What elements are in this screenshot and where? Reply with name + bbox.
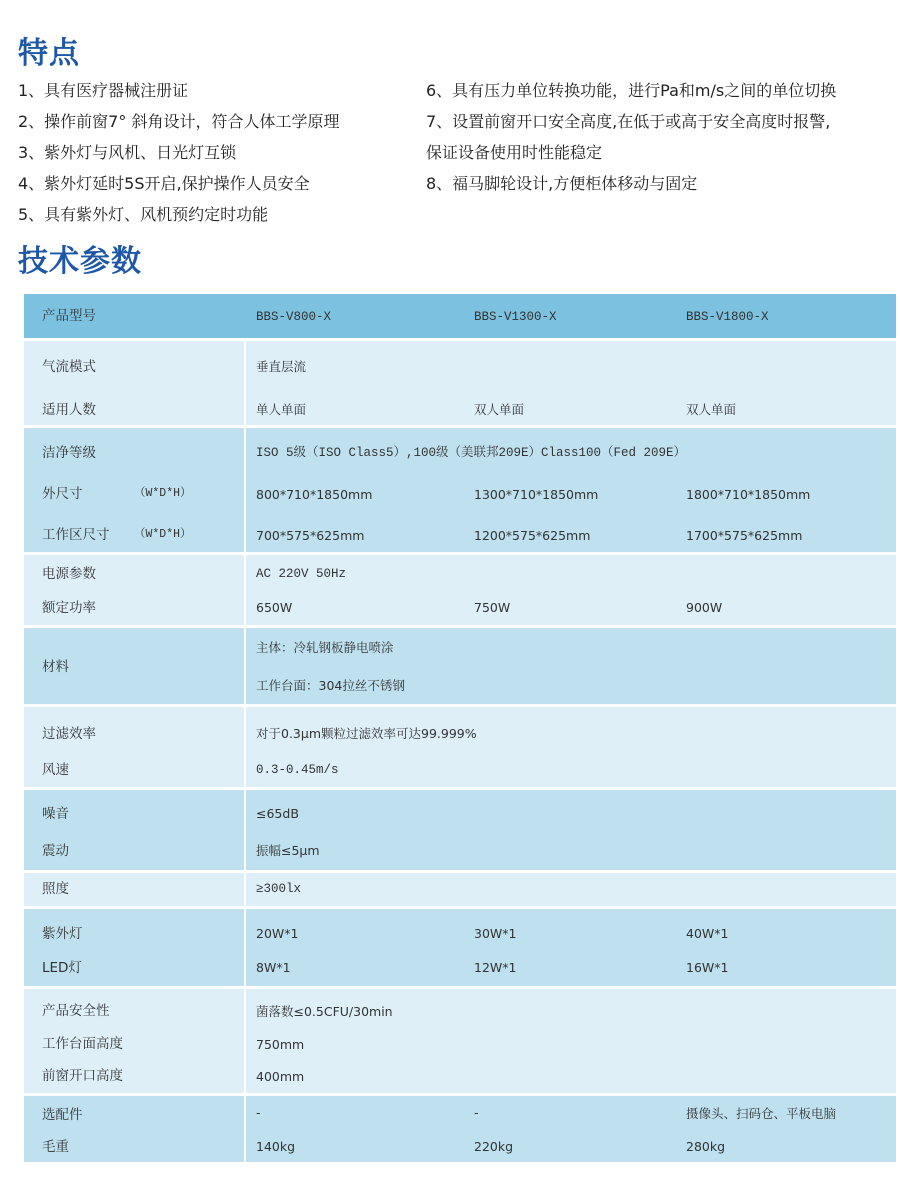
spec-table [24,294,896,1165]
uv-lamp-value-1: 20W*1 [256,926,299,941]
features-title: 特点 [18,36,80,71]
model-2: BBS-V1300-X [474,310,557,324]
noise-label: 噪音 [42,806,69,822]
work-size-value-2: 1200*575*625mm [474,528,591,543]
table-row [24,873,896,906]
table-row [24,1096,896,1162]
outer-size-value-3: 1800*710*1850mm [686,487,811,502]
model-1: BBS-V800-X [256,310,332,324]
outer-size-value-2: 1300*710*1850mm [474,487,599,502]
window-height-label: 前窗开口高度 [42,1068,123,1084]
accessories-value-1: - [256,1105,261,1120]
vibration-label: 震动 [42,843,69,859]
column-divider [244,628,246,704]
weight-label: 毛重 [42,1139,69,1155]
table-row [24,555,896,625]
material-line-1: 主体：冷轧钢板静电喷涂 [256,640,394,655]
feature-item: 1、具有医疗器械注册证 [18,81,189,100]
led-lamp-label: LED灯 [42,960,82,976]
outer-size-label: 外尺寸 [42,486,83,502]
accessories-value-2: - [474,1105,479,1120]
table-row [24,428,896,552]
airflow-label: 气流模式 [42,359,96,375]
led-lamp-value-3: 16W*1 [686,960,729,975]
window-height-value: 400mm [256,1069,305,1084]
column-divider [244,790,246,870]
cleanliness-label: 洁净等级 [42,445,96,461]
table-header-row [24,294,896,338]
work-size-label: 工作区尺寸 [42,527,110,543]
illuminance-label: 照度 [42,881,69,897]
power-supply-label: 电源参数 [42,566,96,582]
uv-lamp-label: 紫外灯 [42,926,83,942]
uv-lamp-value-3: 40W*1 [686,926,729,941]
outer-size-unit: （W*D*H） [134,487,192,500]
filter-value: 对于0.3μm颗粒过滤效率可达99.999% [256,726,477,741]
users-value-2: 双人单面 [474,402,525,417]
table-height-label: 工作台面高度 [42,1036,123,1052]
weight-value-3: 280kg [686,1139,726,1154]
noise-value: ≤65dB [256,806,299,821]
safety-label: 产品安全性 [42,1003,110,1019]
illuminance-value: ≥300lx [256,882,302,896]
table-row [24,707,896,787]
model-3: BBS-V1800-X [686,310,769,324]
rated-power-value-2: 750W [474,600,511,615]
column-divider [244,555,246,625]
column-divider [244,341,246,425]
airflow-value: 垂直层流 [256,359,307,374]
outer-size-value-1: 800*710*1850mm [256,487,373,502]
users-value-1: 单人单面 [256,402,307,417]
column-divider [244,1096,246,1162]
table-row [24,909,896,986]
power-supply-value: AC 220V 50Hz [256,567,347,581]
table-row [24,989,896,1093]
model-label: 产品型号 [42,308,96,324]
cleanliness-value: ISO 5级（ISO Class5）,100级（美联邦209E）Class100（Fed 209E） [256,446,687,460]
rated-power-label: 额定功率 [42,600,96,616]
accessories-label: 选配件 [42,1107,83,1123]
features-right-list [426,75,836,199]
feature-item: 4、紫外灯延时5S开启,保护操作人员安全 [18,174,310,193]
accessories-value-3: 摄像头、扫码仓、平板电脑 [686,1106,837,1121]
material-line-2: 工作台面：304拉丝不锈钢 [256,678,405,693]
column-divider [244,873,246,906]
feature-item: 5、具有紫外灯、风机预约定时功能 [18,205,269,224]
table-row [24,341,896,425]
feature-item: 7、设置前窗开口安全高度,在低于或高于安全高度时报警, [426,112,831,131]
rated-power-value-1: 650W [256,600,293,615]
table-height-value: 750mm [256,1037,305,1052]
column-divider [244,909,246,986]
users-value-3: 双人单面 [686,402,737,417]
specs-title: 技术参数 [18,244,142,279]
column-divider [244,707,246,787]
feature-item: 2、操作前窗7° 斜角设计，符合人体工学原理 [18,112,340,131]
led-lamp-value-1: 8W*1 [256,960,291,975]
feature-item: 3、紫外灯与风机、日光灯互锁 [18,143,237,162]
table-row [24,628,896,704]
work-size-value-3: 1700*575*625mm [686,528,803,543]
column-divider [244,428,246,552]
vibration-value: 振幅≤5μm [256,843,320,858]
work-size-unit: （W*D*H） [134,528,192,541]
users-label: 适用人数 [42,402,96,418]
uv-lamp-value-2: 30W*1 [474,926,517,941]
safety-value: 菌落数≤0.5CFU/30min [256,1004,393,1019]
weight-value-1: 140kg [256,1139,296,1154]
feature-item: 8、福马脚轮设计,方便柜体移动与固定 [426,174,698,193]
feature-item: 保证设备使用时性能稳定 [426,143,603,162]
table-row [24,790,896,870]
wind-speed-label: 风速 [42,762,69,778]
material-label: 材料 [42,659,69,675]
rated-power-value-3: 900W [686,600,723,615]
feature-item: 6、具有压力单位转换功能，进行Pa和m/s之间的单位切换 [426,81,837,100]
led-lamp-value-2: 12W*1 [474,960,517,975]
weight-value-2: 220kg [474,1139,514,1154]
wind-speed-value: 0.3-0.45m/s [256,763,339,777]
filter-label: 过滤效率 [42,726,96,742]
features-left-list [18,75,339,230]
column-divider [244,989,246,1093]
work-size-value-1: 700*575*625mm [256,528,365,543]
